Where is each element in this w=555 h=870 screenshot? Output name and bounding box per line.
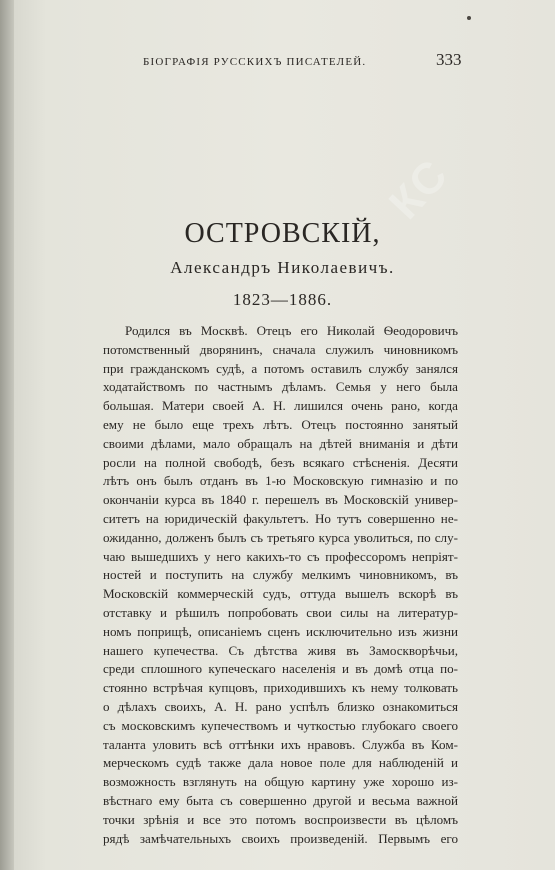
text-line: рядѣ замѣчательныхъ своихъ произведеній. Первымъ его <box>103 830 458 846</box>
text-line: ему не было еще трехъ лѣтъ. Отецъ постоянно занятый <box>103 416 458 432</box>
text-line: съ московскимъ купечествомъ и чуткостью глубокаго своего <box>103 717 458 733</box>
text-line: ситетъ на юридическій факультетъ. Но тутъ совершенно не- <box>103 510 458 526</box>
text-line: лѣтъ онъ былъ отданъ въ 1-ю Московскую гимназію и по <box>103 473 458 489</box>
text-line: Родился въ Москвѣ. Отецъ его Николай Ѳеодоровичъ <box>125 323 458 338</box>
text-line: нашего купечества. Съ дѣтства живя въ Замоскворѣчьи, <box>103 642 458 658</box>
text-line: номъ поприщѣ, описаніемъ сценъ исключительно изъ жизни <box>103 623 458 639</box>
text-line: стоянно встрѣчая купцовъ, приходившихъ къ нему толковать <box>103 680 458 696</box>
text-line: Московскій коммерческій судъ, оттуда вышелъ вскорѣ въ <box>103 586 458 602</box>
text-line: чаю вышедшихъ у него какихъ-то съ профессоромъ непріят- <box>103 548 458 564</box>
watermark: КС <box>380 149 459 229</box>
text-line: отставку и рѣшилъ попробовать свои силы на литератур- <box>103 604 458 620</box>
text-line: при гражданскомъ судѣ, а потомъ оставилъ службу занялся <box>103 360 458 376</box>
running-head: БIОГРАФIЯ РУССКИХЪ ПИСАТЕЛЕЙ. <box>143 56 367 68</box>
text-line: ходатайствомъ по частнымъ дѣламъ. Семья у него была <box>103 379 458 395</box>
text-line: росли на полной свободѣ, безъ всякаго стѣсненія. Десяти <box>103 454 458 470</box>
paper-spot <box>467 16 471 20</box>
text-line: своими дѣлами, мало обращалъ на дѣтей вниманія и дѣти <box>103 435 458 451</box>
text-line: ожиданно, долженъ былъ съ третьяго курса уволиться, по слу- <box>103 529 458 545</box>
text-line: возможность взглянуть на общую картину уже хорошо из- <box>103 774 458 790</box>
text-line: о дѣлахъ своихъ, А. Н. рано успѣлъ близко ознакомиться <box>103 698 458 714</box>
text-line: таланта уловить всѣ оттѣнки ихъ нравовъ. Служба въ Ком- <box>103 736 458 752</box>
body-text <box>103 322 458 848</box>
text-line: среди сплошного купеческаго населенія и въ домѣ отца по- <box>103 661 458 677</box>
text-line: вѣстнаго ему быта съ совершенно другой и весьма важной <box>103 792 458 808</box>
text-line: ностей и поступить на службу мелкимъ чиновникомъ, въ <box>103 567 458 583</box>
text-line: потомственный дворянинъ, сначала служилъ чиновникомъ <box>103 341 458 357</box>
article-title: ОСТРОВСКIЙ, <box>184 218 381 249</box>
text-line: большая. Матери своей А. Н. лишился очень рано, когда <box>103 398 458 414</box>
text-line: окончаніи курса въ 1840 г. перешелъ въ Московскій универ- <box>103 492 458 508</box>
page-number: 333 <box>436 50 462 69</box>
text-line: точки зрѣнія и все это потомъ воспроизвести въ цѣломъ <box>103 811 458 827</box>
text-line: мерческомъ судѣ также дала новое поле для наблюденій и <box>103 755 458 771</box>
page-gutter <box>0 0 14 870</box>
life-dates: 1823—1886. <box>232 290 333 309</box>
author-name: Александръ Николаевичъ. <box>170 258 395 277</box>
